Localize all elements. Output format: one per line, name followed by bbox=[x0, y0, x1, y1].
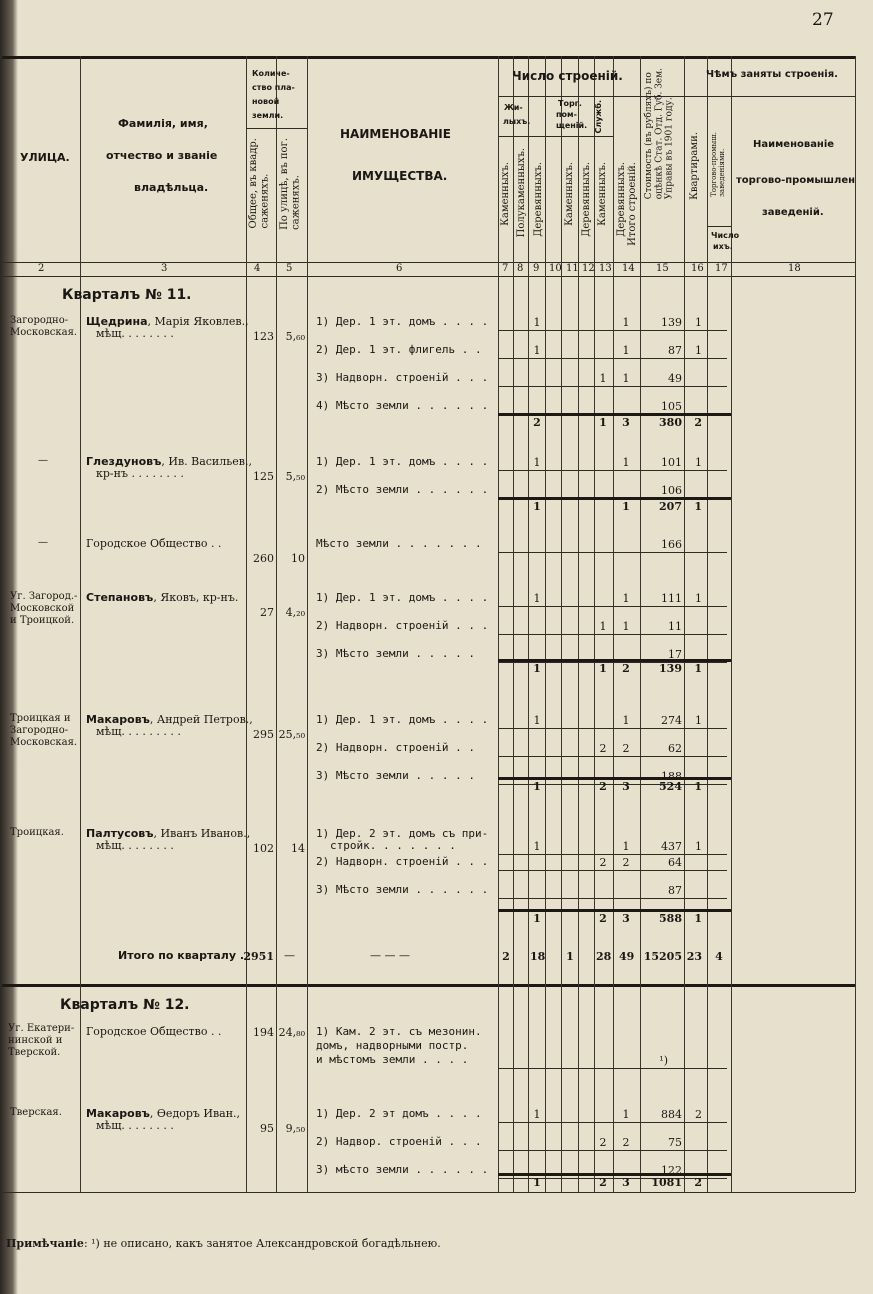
value: 274 bbox=[661, 714, 682, 727]
wooden-header: Деревянныхъ. bbox=[533, 162, 544, 237]
column-number: 13 bbox=[599, 263, 612, 274]
count-c13: 1 bbox=[599, 372, 607, 385]
total-value: 1081 bbox=[651, 1176, 682, 1189]
total-c9: 1 bbox=[533, 662, 541, 675]
count-c9: 1 bbox=[533, 344, 541, 357]
trade-header: пом- bbox=[556, 110, 577, 119]
total-c14: 3 bbox=[622, 416, 630, 429]
value: 884 bbox=[661, 1108, 682, 1121]
total-apartments: 1 bbox=[694, 912, 702, 925]
total-c14: 2 bbox=[622, 662, 630, 675]
stone-header: Каменныхъ. bbox=[500, 162, 511, 226]
total-apartments: 2 bbox=[694, 1176, 702, 1189]
street-name: и Троицкой. bbox=[10, 615, 75, 626]
street-name: Тверская. bbox=[10, 1107, 62, 1118]
column-line bbox=[855, 56, 856, 1192]
street-header: УЛИЦА. bbox=[20, 151, 70, 164]
trade-header: щеній. bbox=[556, 121, 588, 130]
total-c14: 3 bbox=[622, 780, 630, 793]
column-line bbox=[246, 56, 247, 1192]
owner-name: Степановъ, Яковъ, кр-нъ. bbox=[86, 591, 239, 604]
apartments: 1 bbox=[695, 316, 702, 329]
column-number: 2 bbox=[38, 263, 45, 274]
count-c9: 1 bbox=[533, 840, 541, 853]
street-name: Московская. bbox=[10, 327, 78, 338]
land-total: 27 bbox=[260, 606, 274, 619]
column-number: 17 bbox=[715, 263, 728, 274]
rule-line bbox=[498, 1122, 727, 1123]
property-item: Мѣсто земли . . . . . . . bbox=[316, 537, 482, 550]
total-apartments: 1 bbox=[694, 500, 702, 513]
apartments: 1 bbox=[695, 456, 702, 469]
count-c14: 2 bbox=[622, 1136, 630, 1149]
total-c9: 1 bbox=[533, 912, 541, 925]
apartments-header: Квартирами. bbox=[689, 132, 700, 200]
property-item: 3) Мѣсто земли . . . . . bbox=[316, 769, 475, 782]
column-line bbox=[498, 56, 499, 1192]
total-c14: 1 bbox=[622, 500, 630, 513]
column-line bbox=[578, 56, 579, 1192]
trade-name-header: Наименованіе bbox=[753, 139, 835, 150]
value: 122 bbox=[661, 1164, 682, 1177]
property-item: 3) Мѣсто земли . . . . . . bbox=[316, 883, 489, 896]
street-name: Московская. bbox=[10, 737, 78, 748]
property-item: 1) Дер. 1 эт. домъ . . . . bbox=[316, 315, 489, 328]
land-street: 5,₅₀ bbox=[285, 470, 305, 483]
occupied-header: Чѣмъ заняты строенія. bbox=[706, 69, 838, 80]
rule-line bbox=[2, 56, 855, 59]
column-line bbox=[307, 56, 308, 1192]
quarter-total-property: — — — bbox=[370, 949, 410, 962]
trade-count-header: Число bbox=[711, 231, 740, 240]
value: 111 bbox=[661, 592, 682, 605]
total-apartments: 1 bbox=[694, 662, 702, 675]
land-total: 260 bbox=[253, 552, 274, 565]
apartments: 1 bbox=[695, 714, 702, 727]
owner-name: Щедрина, Марія Яковлев., bbox=[86, 315, 249, 328]
owner-title: кр-нъ . . . . . . . . bbox=[96, 467, 184, 480]
column-line bbox=[594, 56, 595, 1192]
quarter-total-c9: 18 bbox=[530, 950, 546, 963]
trade-count-header: ихъ. bbox=[713, 242, 733, 251]
count-c9: 1 bbox=[533, 456, 541, 469]
apartments: 1 bbox=[695, 592, 702, 605]
owner-name: Макаровъ, Ѳедоръ Иван., bbox=[86, 1107, 241, 1120]
column-number: 11 bbox=[566, 263, 579, 274]
quarter-total-c14: 49 bbox=[619, 950, 635, 963]
quarter-total-c13: 28 bbox=[596, 950, 612, 963]
total-c14: 3 bbox=[622, 1176, 630, 1189]
total-value: 380 bbox=[659, 416, 682, 429]
column-line bbox=[731, 56, 732, 1192]
column-number: 8 bbox=[517, 263, 524, 274]
count-c14: 1 bbox=[622, 344, 630, 357]
land-header-line: земли. bbox=[252, 111, 284, 120]
property-item: 1) Дер. 2 эт. домъ съ при- bbox=[316, 827, 489, 840]
footnote bbox=[6, 1238, 441, 1249]
property-header: НАИМЕНОВАНІЕ bbox=[340, 127, 451, 141]
count-c13: 2 bbox=[599, 856, 607, 869]
rule-line bbox=[498, 756, 727, 757]
count-c9: 1 bbox=[533, 316, 541, 329]
street-name: нинской и bbox=[8, 1035, 63, 1046]
value-header: Стоимость (въ рубляхъ) по оцѣнкѣ Стат. Отд. Губ. Зем. Управы въ 1901 году. bbox=[644, 68, 675, 200]
street-name: — bbox=[38, 537, 48, 548]
rule-line bbox=[498, 386, 727, 387]
quarter-title: Кварталъ № 11. bbox=[62, 287, 192, 303]
rule-line bbox=[2, 276, 855, 277]
owner-title: мѣщ. . . . . . . . bbox=[96, 327, 174, 340]
property-item: 1) Дер. 1 эт. домъ . . . . bbox=[316, 713, 489, 726]
rule-line bbox=[498, 330, 727, 331]
property-item: стройк. . . . . . . bbox=[330, 839, 456, 852]
land-header-line: Количе- bbox=[252, 69, 290, 78]
total-value: 524 bbox=[659, 780, 682, 793]
rule-line bbox=[498, 1150, 727, 1151]
street-name: Загородно- bbox=[10, 725, 69, 736]
count-c14: 1 bbox=[622, 1108, 630, 1121]
land-street: 24,₈₀ bbox=[278, 1026, 305, 1039]
column-number: 6 bbox=[396, 263, 403, 274]
column-number: 5 bbox=[286, 263, 293, 274]
property-item: 2) Мѣсто земли . . . . . . bbox=[316, 483, 489, 496]
count-c14: 1 bbox=[622, 592, 630, 605]
property-item: 2) Надворн. строеній . . . bbox=[316, 619, 489, 632]
land-header-line: ство пла- bbox=[252, 83, 295, 92]
land-total: 102 bbox=[253, 842, 274, 855]
property-item: 3) Надворн. строеній . . . bbox=[316, 371, 489, 384]
total-c13: 1 bbox=[599, 662, 607, 675]
semistone-header: Полукаменныхъ. bbox=[516, 148, 527, 238]
land-total: 125 bbox=[253, 470, 274, 483]
footnote-label: Примѣчаніе bbox=[6, 1237, 84, 1250]
land-total-header: Общее, въ квадр. саженяхъ. bbox=[248, 138, 271, 229]
column-line bbox=[613, 56, 614, 1192]
property-item: 2) Надворн. строеній . . bbox=[316, 741, 475, 754]
wooden-header: Деревянныхъ. bbox=[616, 162, 627, 237]
value: 106 bbox=[661, 484, 682, 497]
service-header: Служб. bbox=[594, 100, 603, 134]
land-street: 10 bbox=[291, 552, 305, 565]
owner-header-line: отчество и званіе bbox=[106, 149, 218, 162]
value: 87 bbox=[668, 884, 682, 897]
property-item: 4) Мѣсто земли . . . . . . bbox=[316, 399, 489, 412]
count-c14: 1 bbox=[622, 372, 630, 385]
property-item: 1) Дер. 1 эт. домъ . . . . bbox=[316, 455, 489, 468]
street-name: Загородно- bbox=[10, 315, 69, 326]
property-item: 2) Надворн. строеній . . . bbox=[316, 855, 489, 868]
stone-header: Каменныхъ. bbox=[564, 162, 575, 226]
street-name: Московской bbox=[10, 603, 75, 614]
count-c14: 1 bbox=[622, 840, 630, 853]
property-item: 2) Надвор. строеній . . . bbox=[316, 1135, 482, 1148]
rule-line bbox=[498, 136, 613, 137]
value: 75 bbox=[668, 1136, 682, 1149]
land-header-line: новой bbox=[252, 97, 280, 106]
street-name: — bbox=[38, 455, 48, 466]
owner-header-line: Фамилія, имя, bbox=[118, 117, 208, 130]
count-c14: 1 bbox=[622, 620, 630, 633]
land-street: 14 bbox=[291, 842, 305, 855]
value: 64 bbox=[668, 856, 682, 869]
value: 105 bbox=[661, 400, 682, 413]
book-spine-shadow bbox=[0, 0, 18, 1294]
count-c13: 1 bbox=[599, 620, 607, 633]
quarter-total-label: Итого по кварталу . bbox=[118, 949, 245, 962]
column-number: 10 bbox=[549, 263, 562, 274]
rule-line bbox=[498, 606, 727, 607]
total-value: 139 bbox=[659, 662, 682, 675]
total-apartments: 2 bbox=[694, 416, 702, 429]
count-c14: 2 bbox=[622, 856, 630, 869]
total-c9: 1 bbox=[533, 780, 541, 793]
column-line bbox=[80, 56, 81, 1192]
quarter-title: Кварталъ № 12. bbox=[60, 997, 190, 1013]
street-name: Уг. Екатери- bbox=[8, 1023, 75, 1034]
quarter-total-land: 2951 bbox=[243, 950, 274, 963]
column-line bbox=[640, 56, 641, 1192]
owner-name: Городское Общество . . bbox=[86, 1025, 222, 1038]
rule-line bbox=[707, 226, 731, 227]
owner-name: Городское Общество . . bbox=[86, 537, 222, 550]
trade-name-header: торгово-промышлен bbox=[736, 175, 856, 186]
wooden-header: Деревянныхъ. bbox=[581, 162, 592, 237]
column-line bbox=[513, 56, 514, 1192]
rule-line bbox=[498, 870, 727, 871]
trade-header: Торг. bbox=[558, 99, 582, 108]
quarter-total-apartments: 23 bbox=[686, 950, 702, 963]
quarter-total-street: — bbox=[284, 949, 295, 962]
property-item: 1) Дер. 1 эт. домъ . . . . bbox=[316, 591, 489, 604]
residential-header: Жи- bbox=[504, 103, 523, 112]
quarter-total-c11: 1 bbox=[566, 950, 574, 963]
rule-line bbox=[498, 1068, 727, 1069]
street-name: Троицкая и bbox=[10, 713, 71, 724]
column-number: 16 bbox=[691, 263, 704, 274]
value: 17 bbox=[668, 648, 682, 661]
owner-name: Палтусовъ, Иванъ Иванов., bbox=[86, 827, 251, 840]
rule-line bbox=[684, 96, 855, 97]
total-c13: 2 bbox=[599, 780, 607, 793]
property-item: домъ, надворными постр. bbox=[316, 1039, 469, 1052]
street-name: Уг. Загород.- bbox=[10, 591, 78, 602]
rule-line bbox=[498, 358, 727, 359]
quarter-total-value: 15205 bbox=[643, 950, 682, 963]
property-item: 1) Кам. 2 эт. съ мезонин. bbox=[316, 1025, 482, 1038]
total-c13: 1 bbox=[599, 416, 607, 429]
land-street-header: По улицѣ, въ пог. саженяхъ. bbox=[279, 138, 302, 230]
column-line bbox=[545, 56, 546, 1192]
value: 139 bbox=[661, 316, 682, 329]
apartments: 1 bbox=[695, 840, 702, 853]
rule-line bbox=[498, 552, 727, 553]
total-apartments: 1 bbox=[694, 780, 702, 793]
owner-title: мѣщ. . . . . . . . bbox=[96, 839, 174, 852]
rule-line bbox=[498, 470, 727, 471]
apartments: 1 bbox=[695, 344, 702, 357]
value: 101 bbox=[661, 456, 682, 469]
value: 11 bbox=[668, 620, 682, 633]
owner-title: мѣщ. . . . . . . . . bbox=[96, 725, 181, 738]
residential-header: лыхъ. bbox=[503, 117, 531, 126]
land-street: 4,₂₀ bbox=[285, 606, 305, 619]
quarter-total-c7: 2 bbox=[502, 950, 510, 963]
property-item: 3) Мѣсто земли . . . . . bbox=[316, 647, 475, 660]
column-number: 4 bbox=[254, 263, 261, 274]
owner-title: мѣщ. . . . . . . . bbox=[96, 1119, 174, 1132]
column-number: 9 bbox=[533, 263, 540, 274]
column-number: 18 bbox=[788, 263, 801, 274]
property-header: ИМУЩЕСТВА. bbox=[352, 169, 448, 183]
property-item: 1) Дер. 2 эт домъ . . . . bbox=[316, 1107, 482, 1120]
total-value: 588 bbox=[659, 912, 682, 925]
column-line bbox=[684, 56, 685, 1192]
value: 437 bbox=[661, 840, 682, 853]
property-item: 2) Дер. 1 эт. флигель . . bbox=[316, 343, 482, 356]
rule-line bbox=[498, 854, 727, 855]
street-name: Тверской. bbox=[8, 1047, 61, 1058]
land-total: 194 bbox=[253, 1026, 274, 1039]
land-total: 95 bbox=[260, 1122, 274, 1135]
stone-header: Каменныхъ. bbox=[597, 162, 608, 226]
apartments: 2 bbox=[695, 1108, 702, 1121]
buildings-count-header: Число строеній. bbox=[512, 69, 623, 83]
column-line bbox=[276, 56, 277, 1192]
rule-line bbox=[246, 128, 307, 129]
footnote-text: : ¹) не описано, какъ занятое Александровской богадѣльнею. bbox=[83, 1237, 441, 1250]
total-value: 207 bbox=[659, 500, 682, 513]
rule-line bbox=[2, 1192, 855, 1193]
property-item: 3) мѣсто земли . . . . . . bbox=[316, 1163, 489, 1176]
value: 188 bbox=[661, 770, 682, 783]
value: 166 bbox=[661, 538, 682, 551]
land-street: 5,₆₀ bbox=[285, 330, 305, 343]
value: ¹) bbox=[659, 1054, 668, 1067]
total-c14: 3 bbox=[622, 912, 630, 925]
column-number: 7 bbox=[502, 263, 509, 274]
column-number: 14 bbox=[622, 263, 635, 274]
trade-name-header: заведеній. bbox=[762, 207, 824, 218]
value: 62 bbox=[668, 742, 682, 755]
trade-estab-header: Торгово-промыш. заведеніями. bbox=[710, 132, 727, 197]
column-number: 12 bbox=[582, 263, 595, 274]
count-c13: 2 bbox=[599, 742, 607, 755]
page-number: 27 bbox=[812, 10, 834, 30]
rule-line bbox=[498, 634, 727, 635]
owner-name: Глездуновъ, Ив. Васильев., bbox=[86, 455, 252, 468]
count-c9: 1 bbox=[533, 714, 541, 727]
total-c9: 1 bbox=[533, 1176, 541, 1189]
count-c13: 2 bbox=[599, 1136, 607, 1149]
column-number: 3 bbox=[161, 263, 168, 274]
count-c14: 1 bbox=[622, 316, 630, 329]
rule-line bbox=[2, 984, 855, 987]
column-line bbox=[561, 56, 562, 1192]
total-c9: 2 bbox=[533, 416, 541, 429]
total-c9: 1 bbox=[533, 500, 541, 513]
count-c14: 2 bbox=[622, 742, 630, 755]
count-c9: 1 bbox=[533, 1108, 541, 1121]
total-c13: 2 bbox=[599, 912, 607, 925]
land-street: 25,₅₀ bbox=[278, 728, 305, 741]
owner-name: Макаровъ, Андрей Петров., bbox=[86, 713, 253, 726]
total-buildings-header: Итого строеній. bbox=[627, 162, 638, 246]
value: 49 bbox=[668, 372, 682, 385]
land-street: 9,₅₀ bbox=[285, 1122, 305, 1135]
rule-line bbox=[498, 728, 727, 729]
property-item: и мѣстомъ земли . . . . bbox=[316, 1053, 469, 1066]
column-line bbox=[528, 56, 529, 1192]
rule-line bbox=[498, 898, 727, 899]
street-name: Троицкая. bbox=[10, 827, 64, 838]
count-c9: 1 bbox=[533, 592, 541, 605]
land-total: 123 bbox=[253, 330, 274, 343]
quarter-total-c17: 4 bbox=[715, 950, 723, 963]
value: 87 bbox=[668, 344, 682, 357]
land-total: 295 bbox=[253, 728, 274, 741]
count-c14: 1 bbox=[622, 714, 630, 727]
count-c14: 1 bbox=[622, 456, 630, 469]
column-number: 15 bbox=[656, 263, 669, 274]
total-c13: 2 bbox=[599, 1176, 607, 1189]
owner-header-line: владѣльца. bbox=[134, 181, 209, 194]
